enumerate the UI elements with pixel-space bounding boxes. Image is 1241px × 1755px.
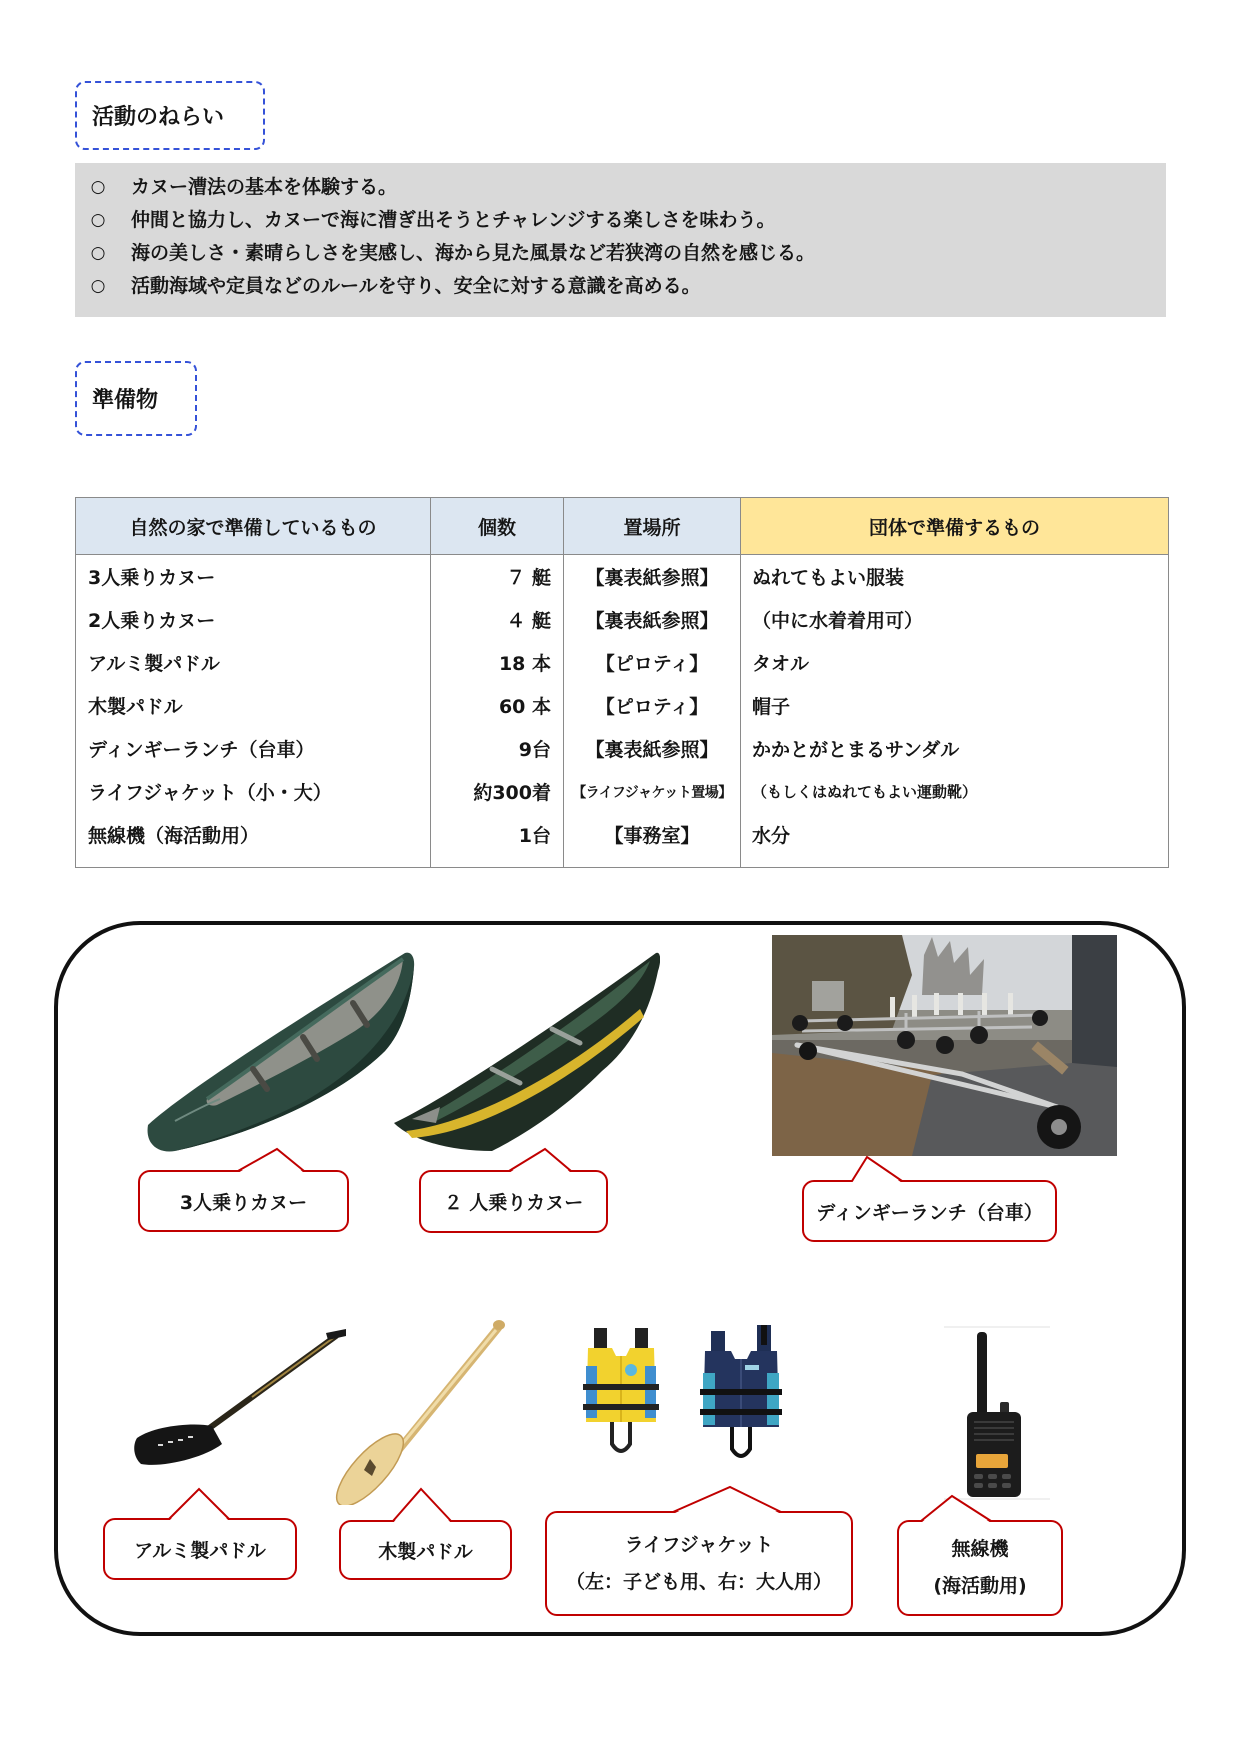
- cell-count: 約300着: [431, 770, 564, 813]
- callout-pointer: [897, 1495, 1063, 1522]
- callout-pointer: [103, 1488, 297, 1520]
- jacket-side-left: [703, 1373, 715, 1425]
- header-provided: 自然の家で準備しているもの: [76, 498, 431, 555]
- callout-label: ディンギーランチ（台車）: [816, 1201, 1043, 1224]
- handheld-radio-icon: [940, 1326, 1050, 1500]
- bullet-circle-icon: ○: [90, 276, 106, 296]
- callout-pointer: [339, 1488, 512, 1522]
- jacket-strap: [700, 1409, 782, 1415]
- table-row: [76, 770, 1169, 813]
- table-row: [76, 727, 1169, 770]
- callout-pointer: [802, 1156, 1057, 1182]
- aim-item: [75, 237, 1166, 270]
- callout-label-line2: (海活動用): [933, 1575, 1027, 1597]
- header-count: 個数: [431, 498, 564, 555]
- callout-label: ２ 人乗りカヌー: [443, 1192, 584, 1214]
- callout-pointer: [138, 1148, 349, 1172]
- cell-item: 無線機（海活動用）: [76, 813, 431, 868]
- photo-building: [1072, 935, 1117, 1067]
- table-row: [76, 684, 1169, 727]
- cell-location: 【ピロティ】: [564, 641, 741, 684]
- callout-label-line2: （左：子ども用、右：大人用）: [565, 1570, 832, 1593]
- bullet-circle-icon: ○: [90, 177, 106, 197]
- callout-life-jacket: [545, 1511, 853, 1616]
- photo-shed: [812, 981, 844, 1011]
- cell-group: 水分: [741, 813, 1169, 868]
- aim-text: 仲間と協力し、カヌーで海に漕ぎ出そうとチャレンジする楽しさを味わう。: [131, 209, 776, 231]
- canoe-2-person-icon: [392, 951, 660, 1153]
- table-row: [76, 598, 1169, 641]
- cell-group: タオル: [741, 641, 1169, 684]
- jacket-shoulder-strap: [761, 1325, 767, 1345]
- adult-life-jacket-icon: [699, 1323, 783, 1466]
- cell-group: かかとがとまるサンダル: [741, 727, 1169, 770]
- cell-location: 【事務室】: [564, 813, 741, 868]
- table-row: [76, 813, 1169, 868]
- cell-group: （もしくはぬれてもよい運動靴）: [741, 770, 1169, 813]
- bullet-circle-icon: ○: [90, 210, 106, 230]
- jacket-side-right: [767, 1373, 779, 1425]
- callout-label: 3人乗りカヌー: [179, 1191, 308, 1214]
- aims-heading-text: 活動のねらい: [92, 105, 225, 130]
- callout-label-line1: ライフジャケット: [624, 1533, 774, 1556]
- table-row: [76, 555, 1169, 599]
- radio-antenna: [977, 1332, 987, 1416]
- paddle-shaft-highlight: [394, 1330, 496, 1454]
- aims-heading: [75, 81, 265, 150]
- cell-group: （中に水着着用可）: [741, 598, 1169, 641]
- bullet-circle-icon: ○: [90, 243, 106, 263]
- dinghy-launch-trolley-icon: [772, 935, 1117, 1156]
- cell-item: 3人乗りカヌー: [76, 555, 431, 599]
- cell-count: ４ 艇: [431, 598, 564, 641]
- callout-aluminum-paddle: [103, 1518, 297, 1580]
- cell-group: 帽子: [741, 684, 1169, 727]
- jacket-logo: [625, 1364, 637, 1376]
- table-header-row: [76, 498, 1169, 555]
- cell-location: 【裏表紙参照】: [564, 598, 741, 641]
- header-location: 置場所: [564, 498, 741, 555]
- cell-item: アルミ製パドル: [76, 641, 431, 684]
- cell-item: 2人乗りカヌー: [76, 598, 431, 641]
- cell-count: ７ 艇: [431, 555, 564, 599]
- cell-location: 【ピロティ】: [564, 684, 741, 727]
- jacket-strap: [583, 1384, 659, 1390]
- table-row: [76, 641, 1169, 684]
- cell-count: 9台: [431, 727, 564, 770]
- callout-canoe-2-person: [419, 1170, 608, 1233]
- jacket-side-left: [586, 1366, 597, 1418]
- cell-location: 【裏表紙参照】: [564, 555, 741, 599]
- aluminum-paddle-icon: [132, 1326, 347, 1471]
- aim-item: [75, 171, 1166, 204]
- callout-label: アルミ製パドル: [134, 1539, 266, 1562]
- cell-group: ぬれてもよい服装: [741, 555, 1169, 599]
- callout-pointer: [545, 1486, 853, 1513]
- preparation-heading-text: 準備物: [92, 388, 159, 413]
- callout-radio: [897, 1520, 1063, 1616]
- equipment-table: [75, 497, 1169, 868]
- callout-pointer: [419, 1148, 608, 1172]
- canoe-3-person-icon: [145, 951, 415, 1153]
- callout-label: 木製パドル: [378, 1540, 473, 1563]
- child-life-jacket-icon: [582, 1326, 660, 1460]
- jacket-strap: [583, 1404, 659, 1410]
- aim-text: カヌー漕法の基本を体験する。: [131, 176, 398, 198]
- jacket-crotch-strap: [732, 1427, 750, 1456]
- callout-canoe-3-person: [138, 1170, 349, 1232]
- jacket-side-right: [645, 1366, 656, 1418]
- cell-location: 【裏表紙参照】: [564, 727, 741, 770]
- paddle-grip: [493, 1320, 505, 1330]
- jacket-strap: [700, 1389, 782, 1395]
- photo-road: [912, 1063, 1117, 1156]
- paddle-blade: [134, 1425, 222, 1465]
- cell-count: 60 本: [431, 684, 564, 727]
- cell-item: ディンギーランチ（台車）: [76, 727, 431, 770]
- cell-location: 【ライフジャケット置場】: [564, 770, 741, 813]
- callout-wooden-paddle: [339, 1520, 512, 1580]
- aim-item: [75, 204, 1166, 237]
- header-group: 団体で準備するもの: [741, 498, 1169, 555]
- radio-display: [976, 1454, 1008, 1468]
- aim-item: [75, 270, 1166, 303]
- callout-dinghy-launch: [802, 1180, 1057, 1242]
- wooden-paddle-icon: [330, 1318, 506, 1505]
- jacket-logo: [745, 1365, 759, 1370]
- aims-list: [75, 163, 1166, 317]
- callout-label-line1: 無線機: [951, 1538, 1009, 1560]
- cell-count: 18 本: [431, 641, 564, 684]
- cell-item: ライフジャケット（小・大）: [76, 770, 431, 813]
- photo-main-wheel: [1037, 1105, 1081, 1149]
- paddle-shaft-highlight: [252, 1336, 336, 1397]
- aim-text: 活動海域や定員などのルールを守り、安全に対する意識を高める。: [131, 275, 701, 297]
- cell-count: 1台: [431, 813, 564, 868]
- photo-front-wheel: [799, 1042, 817, 1060]
- aim-text: 海の美しさ・素晴らしさを実感し、海から見た風景など若狭湾の自然を感じる。: [131, 242, 816, 264]
- jacket-crotch-strap: [612, 1422, 630, 1451]
- preparation-heading: [75, 361, 197, 436]
- cell-item: 木製パドル: [76, 684, 431, 727]
